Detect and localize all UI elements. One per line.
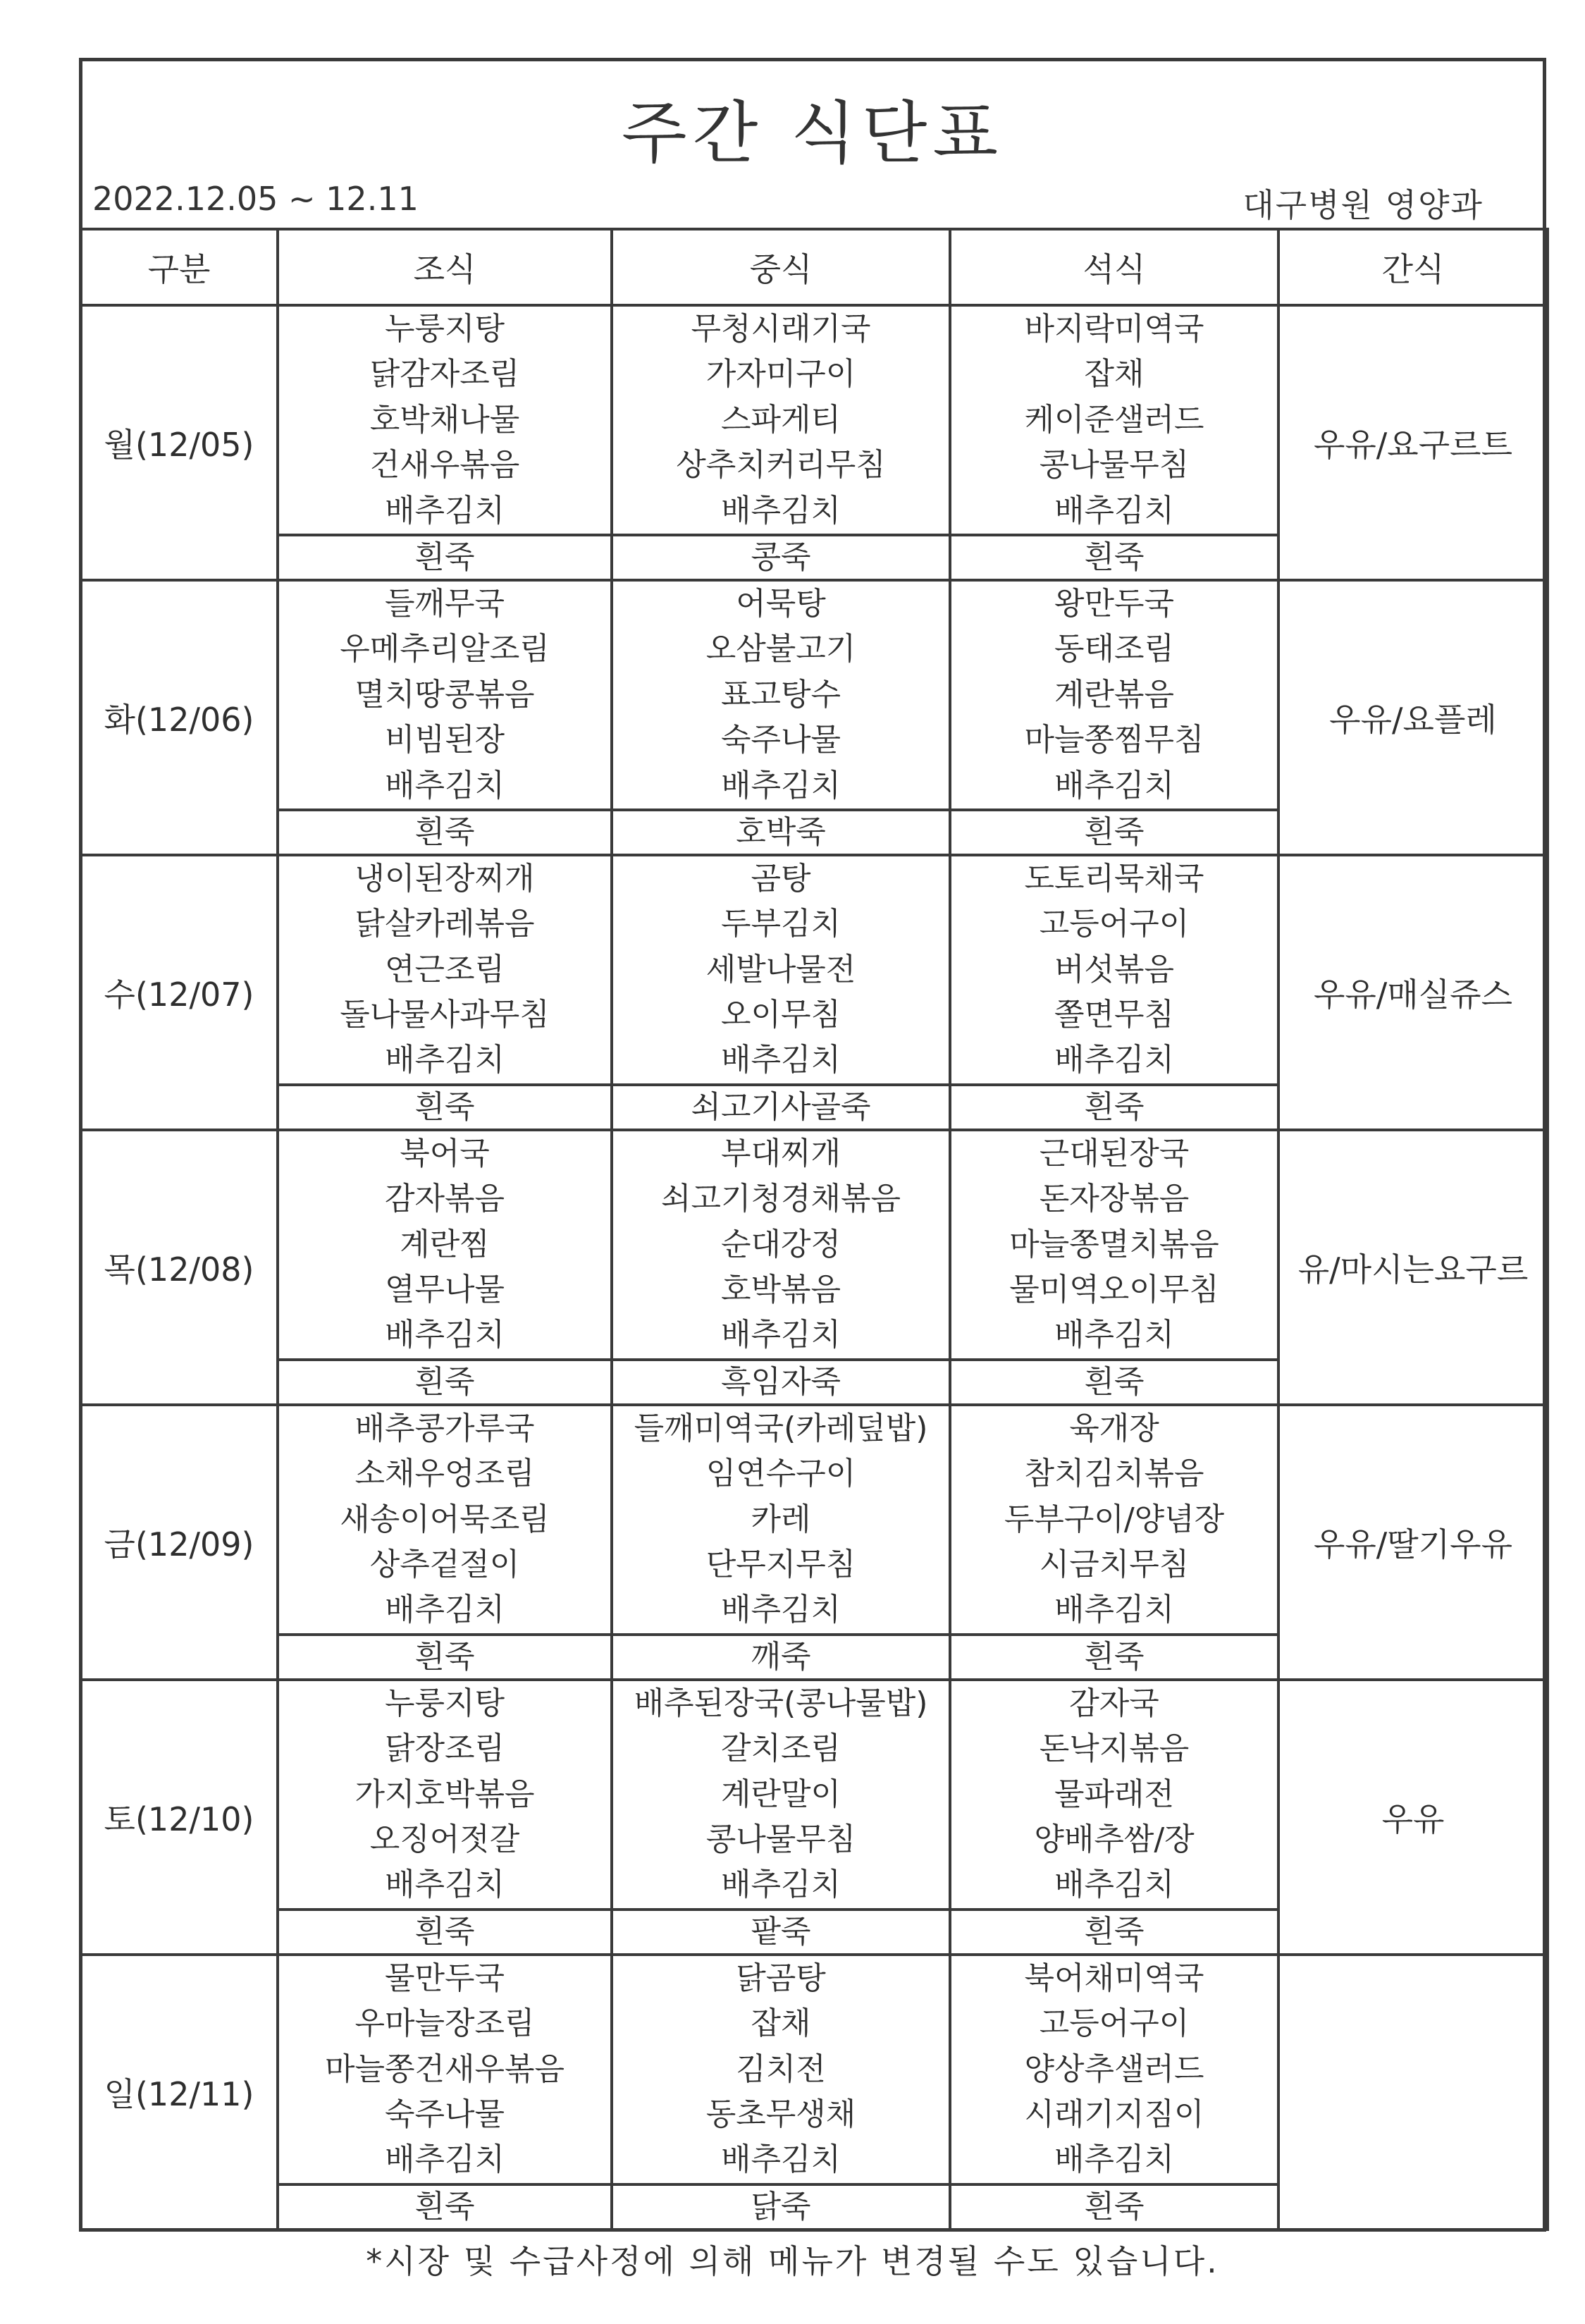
day-label: 수(12/07)	[80, 855, 278, 1130]
menu-item: 감자국	[1069, 1685, 1159, 1721]
lunch-cell	[612, 855, 950, 1085]
menu-item: 배추김치	[720, 1042, 841, 1078]
menu-item: 건새우볶음	[369, 447, 520, 484]
menu-item: 배추김치	[1054, 492, 1174, 529]
breakfast-cell	[278, 1405, 612, 1635]
lunch-cell	[612, 580, 950, 810]
snack-cell: 우유	[1278, 1680, 1548, 1955]
menu-item: 육개장	[1069, 1410, 1159, 1446]
menu-item: 배추김치	[1054, 1042, 1174, 1078]
menu-item: 시래기지짐이	[1024, 2096, 1204, 2132]
menu-item: 표고탕수	[720, 676, 841, 713]
menu-item: 배추김치	[384, 492, 505, 529]
porridge-item: 흑임자죽	[612, 1360, 950, 1405]
menu-item: 가자미구이	[705, 356, 856, 393]
menu-item: 바지락미역국	[1024, 311, 1204, 347]
menu-item: 물미역오이무침	[1009, 1272, 1219, 1308]
menu-item: 북어채미역국	[1024, 1960, 1204, 1996]
menu-item: 계란찜	[400, 1226, 490, 1262]
porridge-item: 흰죽	[278, 1635, 612, 1680]
menu-item: 북어국	[400, 1135, 490, 1172]
snack-cell: 우유/요플레	[1278, 580, 1548, 855]
menu-item: 근대된장국	[1039, 1135, 1190, 1172]
menu-item: 들깨무국	[384, 585, 505, 622]
menu-item: 상추치커리무침	[676, 447, 886, 484]
menu-item: 숙주나물	[384, 2096, 505, 2132]
menu-item: 동태조림	[1054, 631, 1174, 668]
header-lunch: 중식	[612, 229, 950, 305]
header-row	[80, 229, 1548, 305]
menu-item: 호박볶음	[720, 1272, 841, 1308]
menu-item: 잡채	[751, 2005, 811, 2042]
page-title: 주간 식단표	[621, 94, 1004, 173]
lunch-cell	[612, 1680, 950, 1910]
menu-item: 연근조림	[384, 951, 505, 988]
menu-item: 배추김치	[720, 1317, 841, 1353]
menu-item: 배추김치	[720, 2141, 841, 2178]
snack-cell: 유/마시는요구르	[1278, 1130, 1548, 1405]
menu-item: 호박채나물	[369, 401, 520, 438]
porridge-item: 흰죽	[278, 1085, 612, 1130]
menu-item: 소채우엉조림	[354, 1456, 535, 1492]
day-row	[80, 305, 1548, 535]
menu-item: 순대강정	[720, 1226, 841, 1262]
menu-item: 상추겉절이	[369, 1546, 520, 1582]
breakfast-cell	[278, 305, 612, 535]
menu-item: 숙주나물	[720, 722, 841, 758]
menu-item: 누룽지탕	[384, 311, 505, 347]
menu-item: 콩나물무침	[705, 1821, 856, 1857]
menu-item: 냉이된장찌개	[354, 860, 535, 897]
dinner-cell	[950, 1955, 1278, 2184]
porridge-item: 흰죽	[278, 1360, 612, 1405]
menu-item: 새송이어묵조림	[340, 1501, 550, 1537]
menu-item: 단무지무침	[705, 1546, 856, 1582]
menu-item: 누룽지탕	[384, 1685, 505, 1721]
menu-item: 닭곰탕	[736, 1960, 826, 1996]
breakfast-cell	[278, 1680, 612, 1910]
porridge-item: 흰죽	[278, 535, 612, 580]
dinner-cell	[950, 855, 1278, 1085]
menu-item: 마늘쫑찜무침	[1024, 722, 1204, 758]
menu-item: 왕만두국	[1054, 585, 1174, 622]
menu-sheet	[79, 58, 1546, 2232]
menu-item: 참치김치볶음	[1024, 1456, 1204, 1492]
menu-item: 오삼불고기	[705, 631, 856, 668]
menu-item: 오이무침	[720, 997, 841, 1033]
menu-item: 무청시래기국	[691, 311, 871, 347]
day-row	[80, 1405, 1548, 1635]
footnote: *시장 및 수급사정에 의해 메뉴가 변경될 수도 있습니다.	[366, 2242, 1219, 2280]
menu-item: 계란말이	[720, 1776, 841, 1812]
breakfast-cell	[278, 1130, 612, 1360]
porridge-item: 흰죽	[950, 1360, 1278, 1405]
header-breakfast: 조식	[278, 229, 612, 305]
organization-label: 대구병원 영양과	[1242, 186, 1484, 224]
menu-item: 배추김치	[384, 2141, 505, 2178]
menu-item: 물만두국	[384, 1960, 505, 1996]
menu-item: 시금치무침	[1039, 1546, 1190, 1582]
menu-item: 배추김치	[720, 1592, 841, 1628]
menu-item: 배추콩가루국	[354, 1410, 535, 1446]
menu-item: 두부김치	[720, 906, 841, 942]
lunch-cell	[612, 1955, 950, 2184]
menu-item: 돈낙지볶음	[1039, 1730, 1190, 1767]
menu-item: 쫄면무침	[1054, 997, 1174, 1033]
menu-item: 카레	[751, 1501, 811, 1537]
menu-item: 오징어젓갈	[369, 1821, 520, 1857]
day-label: 금(12/09)	[80, 1405, 278, 1680]
day-label: 월(12/05)	[80, 305, 278, 580]
porridge-item: 콩죽	[612, 535, 950, 580]
menu-item: 동초무생채	[705, 2096, 856, 2132]
menu-item: 멸치땅콩볶음	[354, 676, 535, 713]
header-snack: 간식	[1278, 229, 1548, 305]
lunch-cell	[612, 1405, 950, 1635]
day-row	[80, 580, 1548, 810]
menu-item: 돌나물사과무침	[340, 997, 550, 1033]
snack-cell: 우유/매실쥬스	[1278, 855, 1548, 1130]
day-row	[80, 1680, 1548, 1910]
snack-cell: 우유/요구르트	[1278, 305, 1548, 580]
dinner-cell	[950, 1130, 1278, 1360]
menu-item: 김치전	[736, 2051, 826, 2087]
porridge-item: 흰죽	[950, 1635, 1278, 1680]
lunch-cell	[612, 1130, 950, 1360]
porridge-item: 흰죽	[950, 810, 1278, 855]
day-label: 일(12/11)	[80, 1955, 278, 2230]
menu-item: 우마늘장조림	[354, 2005, 535, 2042]
menu-item: 마늘쫑건새우볶음	[324, 2051, 565, 2087]
menu-item: 들깨미역국(카레덮밥)	[634, 1410, 928, 1446]
day-label: 토(12/10)	[80, 1680, 278, 1955]
porridge-item: 호박죽	[612, 810, 950, 855]
menu-item: 잡채	[1084, 356, 1145, 393]
day-row	[80, 1130, 1548, 1360]
menu-item: 열무나물	[384, 1272, 505, 1308]
menu-item: 물파래전	[1054, 1776, 1174, 1812]
menu-item: 가지호박볶음	[354, 1776, 535, 1812]
menu-item: 배추김치	[720, 492, 841, 529]
menu-item: 양배추쌈/장	[1034, 1821, 1195, 1857]
date-range: 2022.12.05 ~ 12.11	[92, 180, 419, 218]
menu-item: 닭장조림	[384, 1730, 505, 1767]
menu-item: 세발나물전	[705, 951, 856, 988]
breakfast-cell	[278, 855, 612, 1085]
menu-item: 케이준샐러드	[1024, 401, 1204, 438]
menu-item: 부대찌개	[720, 1135, 841, 1172]
day-row	[80, 855, 1548, 1085]
porridge-item: 흰죽	[950, 1910, 1278, 1955]
menu-item: 돈자장볶음	[1039, 1181, 1190, 1217]
breakfast-cell	[278, 1955, 612, 2184]
menu-item: 배추김치	[1054, 2141, 1174, 2178]
menu-item: 감자볶음	[384, 1181, 505, 1217]
menu-item: 배추김치	[1054, 1867, 1174, 1903]
porridge-item: 흰죽	[278, 810, 612, 855]
dinner-cell	[950, 580, 1278, 810]
menu-item: 쇠고기청경채볶음	[660, 1181, 901, 1217]
porridge-item: 팥죽	[612, 1910, 950, 1955]
menu-item: 배추김치	[1054, 1317, 1174, 1353]
header-dinner: 석식	[950, 229, 1278, 305]
snack-cell	[1278, 1955, 1548, 2230]
menu-item: 닭살카레볶음	[354, 906, 535, 942]
menu-item: 고등어구이	[1039, 2005, 1190, 2042]
porridge-item: 흰죽	[278, 1910, 612, 1955]
porridge-item: 흰죽	[950, 1085, 1278, 1130]
menu-item: 배추김치	[384, 1592, 505, 1628]
menu-item: 곰탕	[751, 860, 811, 897]
menu-item: 배추김치	[1054, 767, 1174, 804]
dinner-cell	[950, 1680, 1278, 1910]
porridge-item: 쇠고기사골죽	[612, 1085, 950, 1130]
menu-item: 도토리묵채국	[1024, 860, 1204, 897]
menu-item: 임연수구이	[705, 1456, 856, 1492]
menu-item: 두부구이/양념장	[1004, 1501, 1225, 1537]
menu-item: 스파게티	[720, 401, 841, 438]
porridge-item: 흰죽	[278, 2184, 612, 2230]
snack-cell: 우유/딸기우유	[1278, 1405, 1548, 1680]
menu-item: 비빔된장	[384, 722, 505, 758]
menu-item: 어묵탕	[736, 585, 826, 622]
menu-item: 콩나물무침	[1039, 447, 1190, 484]
dinner-cell	[950, 1405, 1278, 1635]
day-label: 목(12/08)	[80, 1130, 278, 1405]
porridge-item: 깨죽	[612, 1635, 950, 1680]
menu-item: 배추김치	[720, 1867, 841, 1903]
menu-item: 배추김치	[384, 767, 505, 804]
menu-item: 마늘쫑멸치볶음	[1009, 1226, 1219, 1262]
menu-item: 배추김치	[1054, 1592, 1174, 1628]
lunch-cell	[612, 305, 950, 535]
breakfast-cell	[278, 580, 612, 810]
menu-item: 닭감자조림	[369, 356, 520, 393]
menu-item: 양상추샐러드	[1024, 2051, 1204, 2087]
weekly-menu-table	[79, 228, 1549, 2231]
porridge-item: 닭죽	[612, 2184, 950, 2230]
menu-item: 배추김치	[384, 1317, 505, 1353]
menu-item: 계란볶음	[1054, 676, 1174, 713]
menu-item: 배추된장국(콩나물밥)	[634, 1685, 928, 1721]
header-category: 구분	[80, 229, 278, 305]
menu-item: 배추김치	[720, 767, 841, 804]
menu-item: 우메추리알조림	[340, 631, 550, 668]
menu-item: 갈치조림	[720, 1730, 841, 1767]
menu-item: 버섯볶음	[1054, 951, 1174, 988]
menu-item: 고등어구이	[1039, 906, 1190, 942]
porridge-item: 흰죽	[950, 535, 1278, 580]
day-row	[80, 1955, 1548, 2184]
porridge-item: 흰죽	[950, 2184, 1278, 2230]
menu-item: 배추김치	[384, 1042, 505, 1078]
day-label: 화(12/06)	[80, 580, 278, 855]
dinner-cell	[950, 305, 1278, 535]
menu-item: 배추김치	[384, 1867, 505, 1903]
